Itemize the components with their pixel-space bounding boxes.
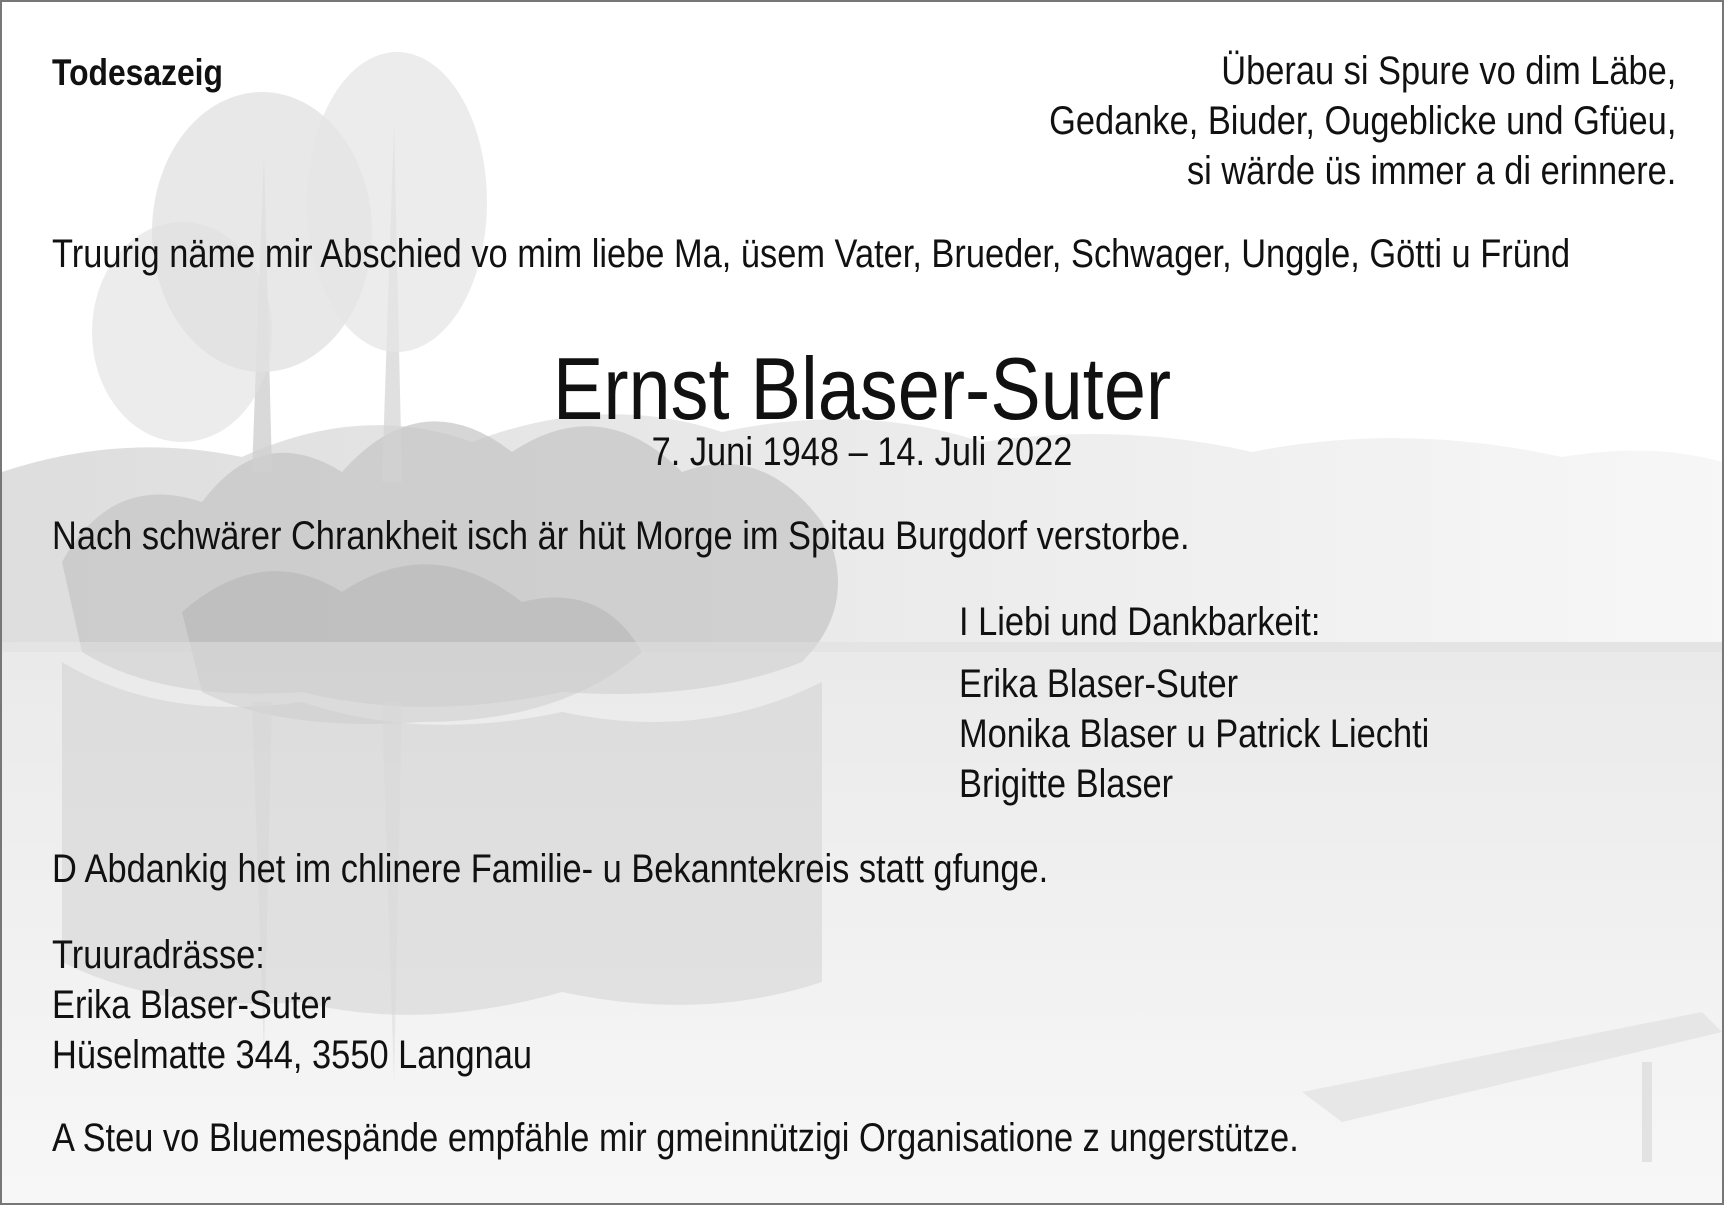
donation-note: A Steu vo Bluemespände empfähle mir gmeinnützigi Organisatione z ungerstütze. <box>52 1116 1299 1160</box>
mourner-name: Erika Blaser-Suter <box>959 662 1239 706</box>
notice-content <box>2 2 1722 1203</box>
deceased-name: Ernst Blaser-Suter <box>552 339 1172 438</box>
poem-quote <box>1049 46 1676 196</box>
address-street: Hüselmatte 344, 3550 Langnau <box>52 1033 533 1077</box>
farewell-intro: Truurig näme mir Abschied vo mim liebe Ma, üsem Vater, Brueder, Schwager, Unggle, Götti u Fründ <box>52 232 1571 276</box>
address-name: Erika Blaser-Suter <box>52 983 332 1027</box>
mourning-address <box>52 930 532 1080</box>
mourner-name: Monika Blaser u Patrick Liechti <box>959 712 1430 756</box>
death-statement: Nach schwärer Chrankheit isch är hüt Morge im Spitau Burgdorf verstorbe. <box>52 514 1190 558</box>
notice-heading: Todesazeig <box>52 52 223 93</box>
poem-line: Gedanke, Biuder, Ougeblicke und Gfüeu, <box>1048 99 1676 143</box>
life-dates: 7. Juni 1948 – 14. Juli 2022 <box>651 430 1073 474</box>
mourner-name: Brigitte Blaser <box>959 762 1174 806</box>
poem-line: si wärde üs immer a di erinnere. <box>1186 149 1676 193</box>
poem-line: Überau si Spure vo dim Läbe, <box>1220 49 1676 93</box>
address-label: Truuradrässe: <box>52 933 265 977</box>
mourners-list <box>959 659 1429 809</box>
ceremony-info: D Abdankig het im chlinere Familie- u Bekanntekreis statt gfunge. <box>52 847 1049 891</box>
thanks-title: I Liebi und Dankbarkeit: <box>959 600 1321 644</box>
